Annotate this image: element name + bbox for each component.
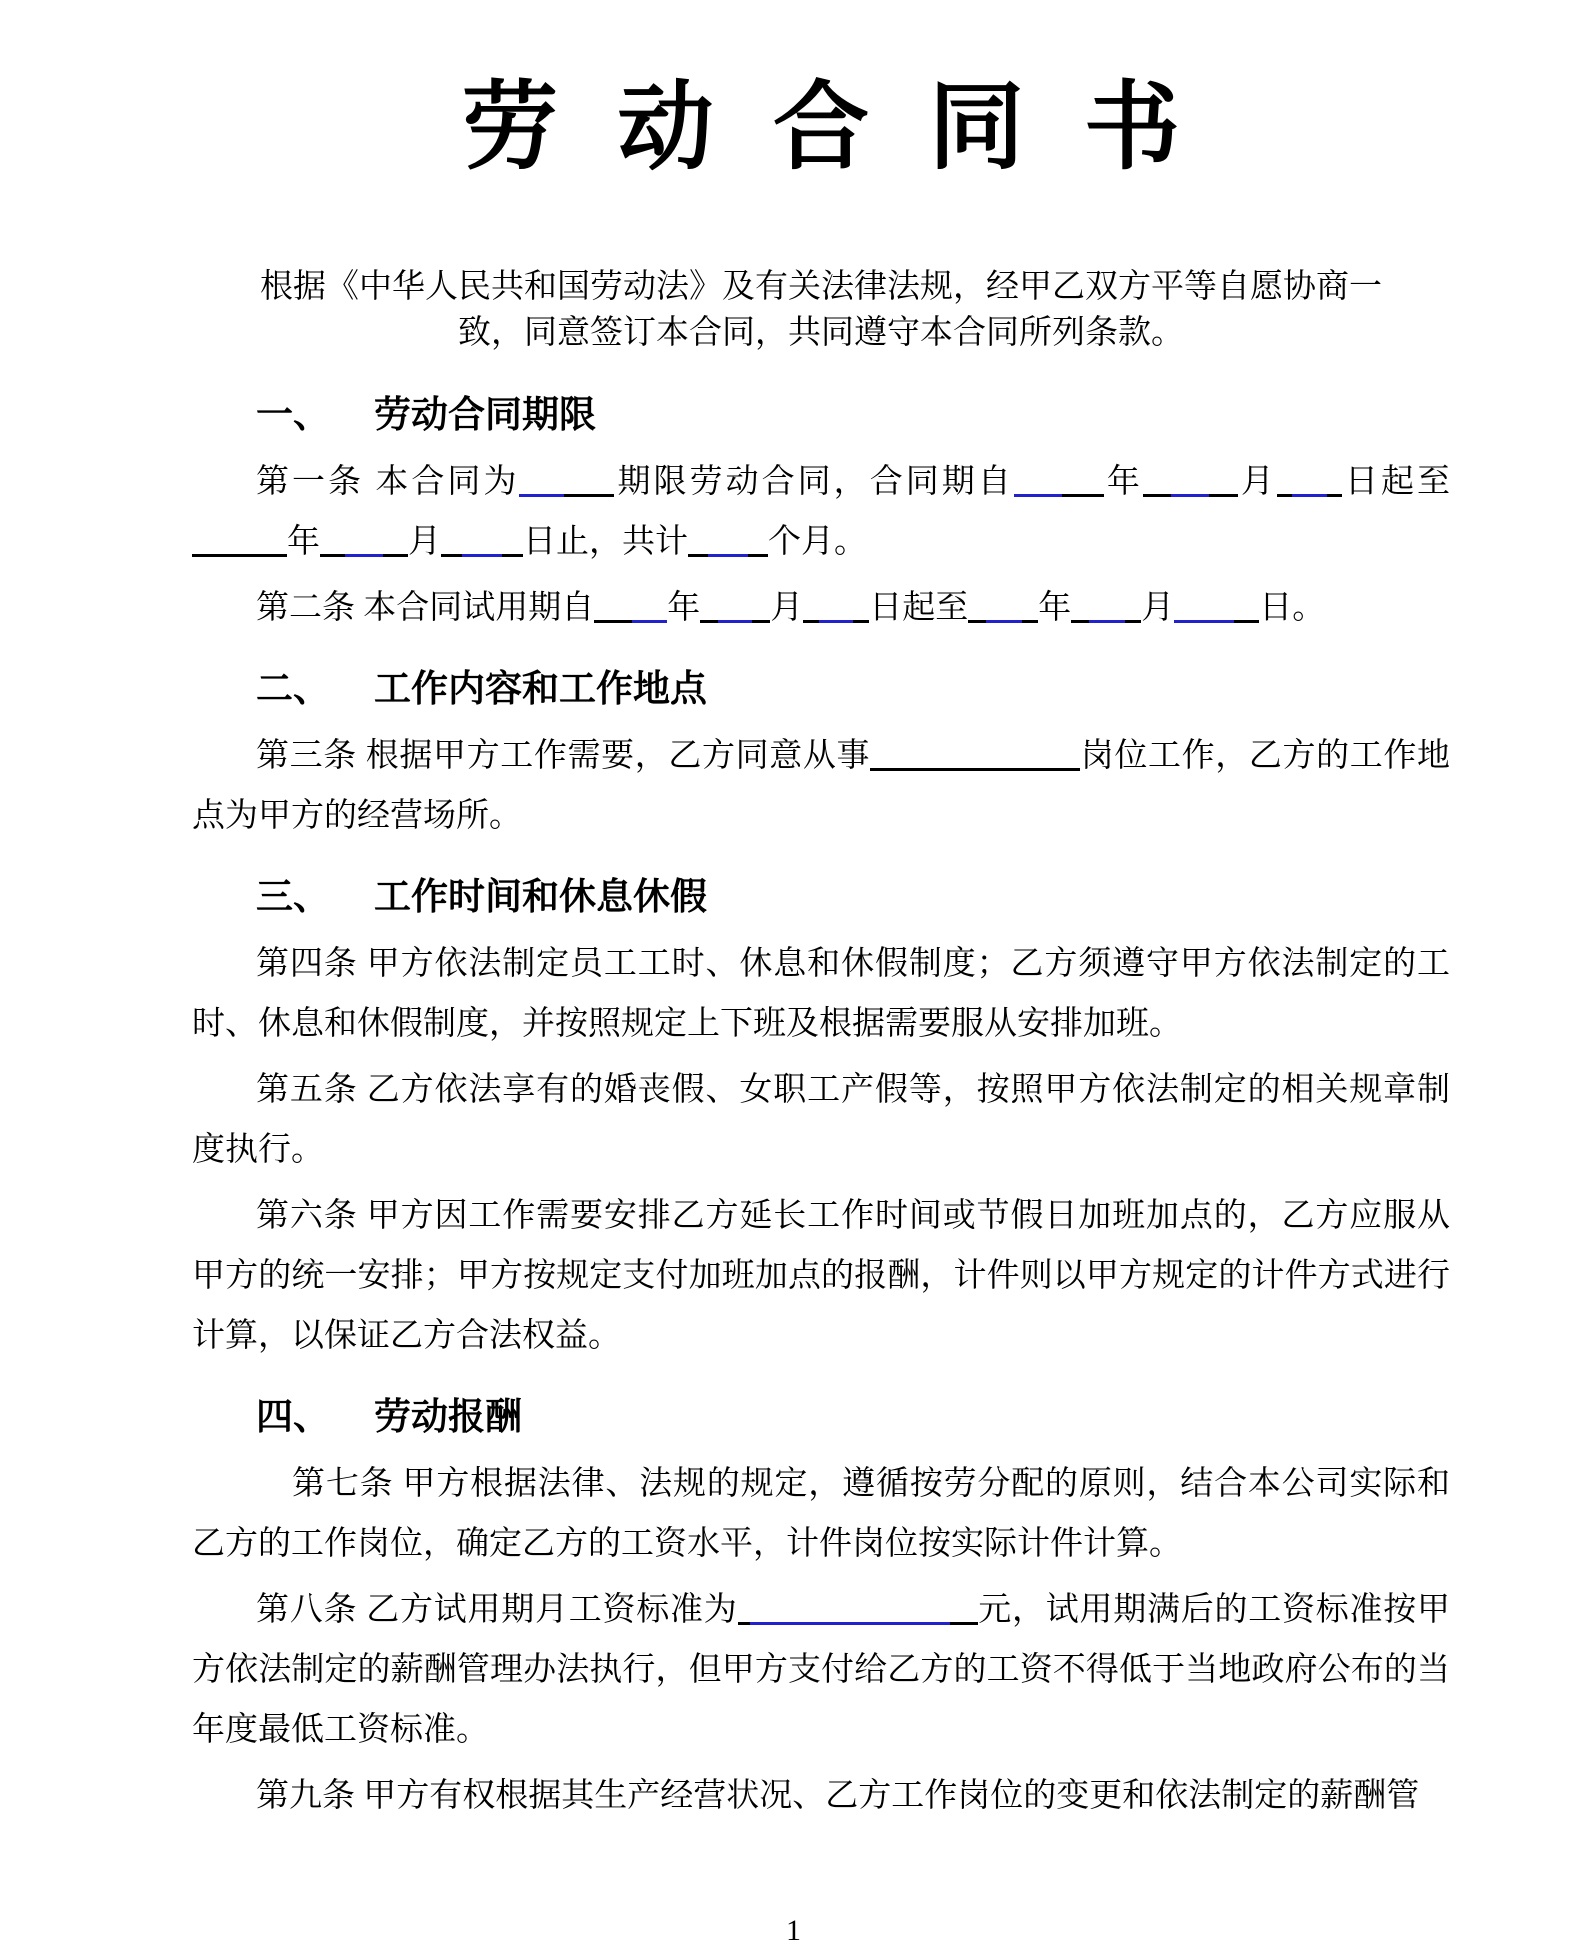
clause-text: 第三条 根据甲方工作需要，乙方同意从事 [256,738,871,774]
section-heading [192,660,1450,720]
clause-text: 第七条 甲方根据法律、法规的规定，遵循按劳分配的原则，结合本公司实际和乙方的工作岗位，确定乙方的工资水平，计件岗位按实际计件计算。 [192,1466,1450,1562]
blank-line [870,738,1080,774]
clause-text: 第六条 甲方因工作需要安排乙方延长工作时间或节假日加班加点的，乙方应服从甲方的统一安排；甲方按规定支付加班加点的报酬，计件则以甲方规定的计件方式进行计算，以保证乙方合法权益。 [192,1198,1450,1354]
clause-text: 第八条 乙方试用期月工资标准为 [256,1592,738,1628]
clause-paragraph [192,1580,1450,1760]
clause-text: 日止，共计 [523,524,688,560]
blank-line [700,590,770,626]
clause-text: 年 [1103,464,1143,500]
section-title: 工作时间和休息休假 [374,877,707,918]
clause-text: 月 [1237,464,1277,500]
clause-text: 月 [408,524,441,560]
clause-text: 个月。 [768,524,867,560]
clause-text: 月 [1141,590,1175,626]
blank-line [688,524,768,560]
clause-text: 第九条 甲方有权根据其生产经营状况、乙方工作岗位的变更和依法制定的薪酬管 [256,1778,1420,1814]
section-title: 劳动合同期限 [374,395,596,436]
clause-text: 年 [667,590,701,626]
blank-line [192,524,287,560]
blank-line [738,1592,978,1628]
page-number: 1 [786,1914,801,1947]
clause-text: 日起至 [1341,464,1451,500]
clause-paragraph [192,578,1450,638]
clause-paragraph [192,1766,1450,1826]
document-body [192,386,1450,1826]
clause-text: 年 [1038,590,1072,626]
clause-text: 第四条 甲方依法制定员工工时、休息和休假制度；乙方须遵守甲方依法制定的工时、休息和休假制度，并按照规定上下班及根据需要服从安排加班。 [192,946,1450,1042]
clause-text: 日起至 [869,590,969,626]
section-number: 一、 [256,395,330,436]
blank-line [1014,464,1104,500]
blank-line [968,590,1038,626]
clause-text: 第一条 本合同为 [256,464,520,500]
clause-paragraph [192,1060,1450,1180]
blank-line [519,464,614,500]
clause-text: 期限劳动合同，合同期自 [614,464,1014,500]
section-heading [192,868,1450,928]
section-number: 二、 [256,669,330,710]
clause-text: 第五条 乙方依法享有的婚丧假、女职工产假等，按照甲方依法制定的相关规章制度执行。 [192,1072,1450,1168]
section-heading [192,386,1450,446]
blank-line [1143,464,1238,500]
blank-line [803,590,869,626]
document-content [0,74,1587,1826]
section-title: 劳动报酬 [374,1397,522,1438]
section-heading [192,1388,1450,1448]
blank-line [441,524,523,560]
document-title: 劳动合同书 [461,74,1240,181]
clause-paragraph [192,452,1450,572]
clause-text: 元，试用期满后的工资标准按甲方依法制定的薪酬管理办法执行，但甲方支付给乙方的工资不得低于当地政府公布的当年度最低工资标准。 [192,1592,1450,1748]
blank-line [1277,464,1342,500]
blank-line [594,590,667,626]
blank-line [1071,590,1141,626]
clause-text: 第二条 本合同试用期自 [256,590,595,626]
clause-text: 年 [287,524,320,560]
clause-paragraph [192,1186,1450,1366]
clause-paragraph [192,1454,1450,1574]
clause-text: 月 [770,590,804,626]
section-number: 三、 [256,877,330,918]
section-number: 四、 [256,1397,330,1438]
blank-line [1174,590,1259,626]
section-title: 工作内容和工作地点 [374,669,707,710]
clause-text: 岗位工作，乙方的工作地点为甲方的经营场所。 [192,738,1450,834]
blank-line [320,524,408,560]
intro-paragraph: 根据《中华人民共和国劳动法》及有关法律法规，经甲乙双方平等自愿协商一致，同意签订本合同，共同遵守本合同所列条款。 [260,269,1382,351]
clause-paragraph [192,934,1450,1054]
clause-text: 日。 [1259,590,1326,626]
clause-paragraph [192,726,1450,846]
